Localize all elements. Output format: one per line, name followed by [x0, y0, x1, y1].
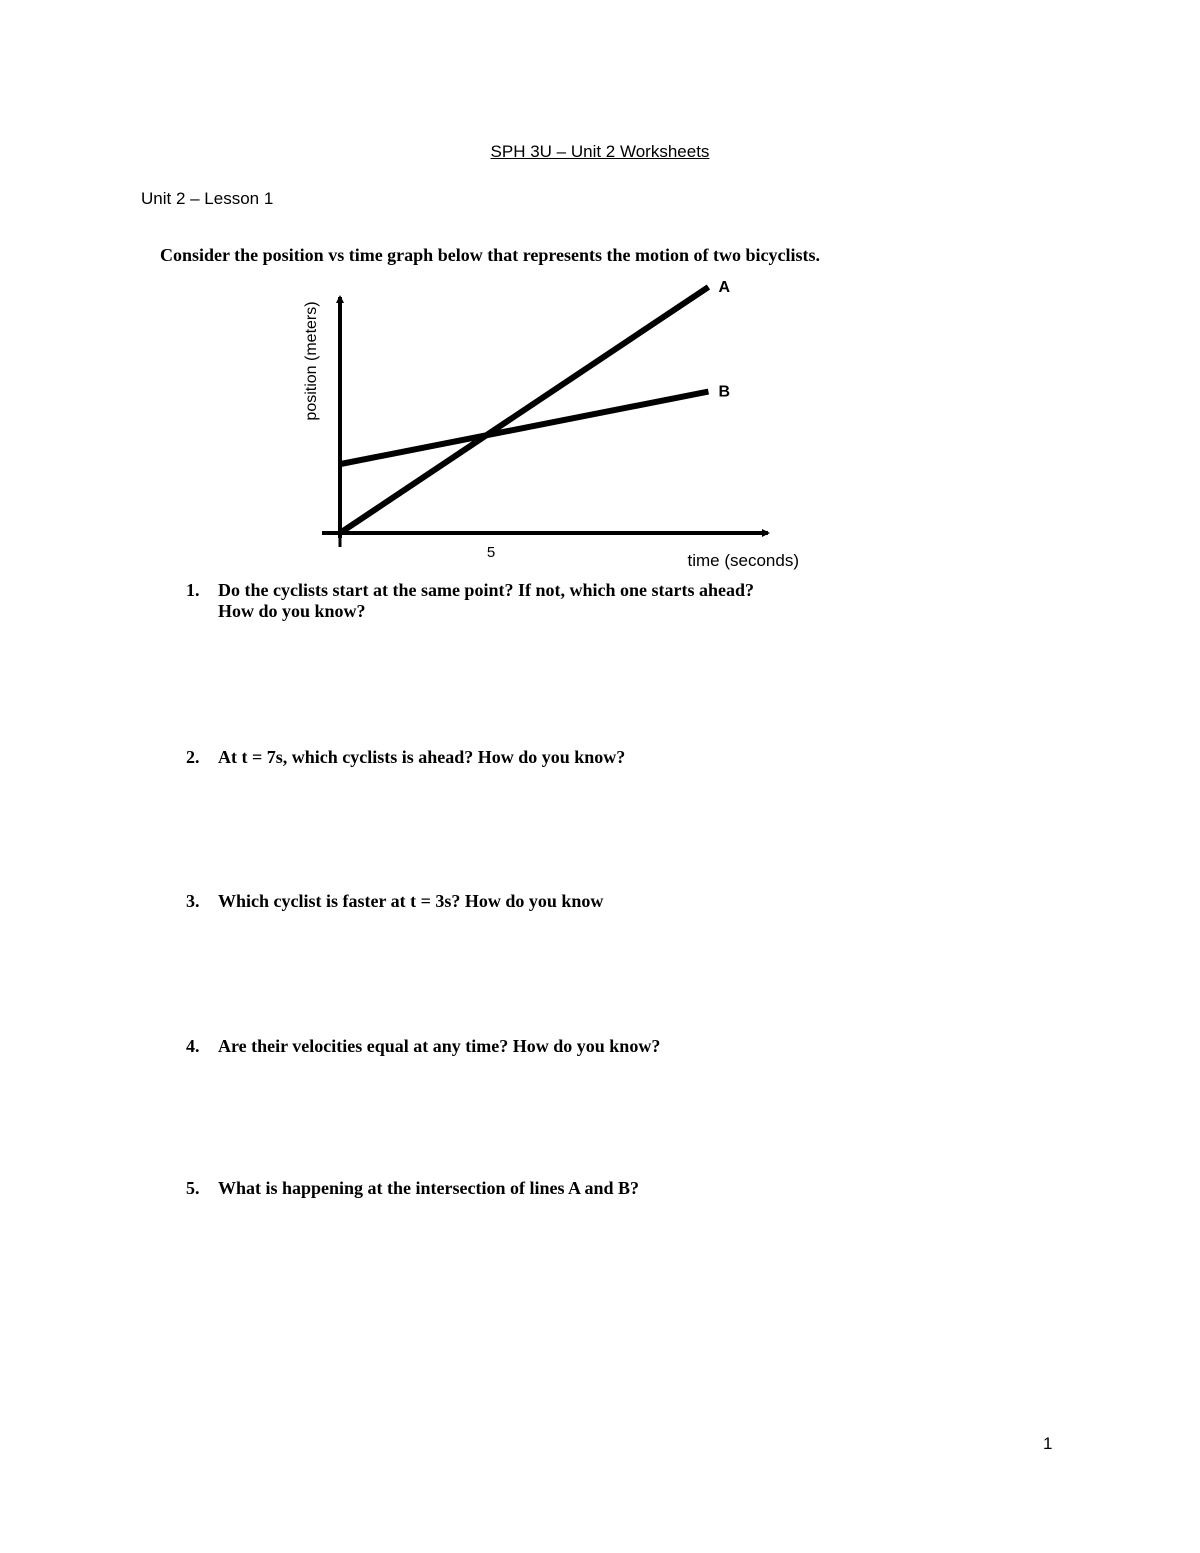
question-text: Do the cyclists start at the same point? If not, which one starts ahead? — [218, 580, 754, 600]
intro-text: Consider the position vs time graph below that represents the motion of two bicyclists. — [160, 245, 820, 265]
y-axis-label: position (meters) — [303, 301, 320, 421]
question-text: Are their velocities equal at any time? How do you know? — [218, 1036, 661, 1056]
series-label-a: A — [718, 279, 731, 296]
question-number: 3. — [186, 891, 200, 911]
series-label-b: B — [718, 383, 731, 401]
question-text: At t = 7s, which cyclists is ahead? How do you know? — [218, 747, 626, 767]
question-text: Which cyclist is faster at t = 3s? How do you know — [218, 891, 604, 911]
question-number: 1. — [186, 580, 200, 600]
question-4 — [186, 1036, 660, 1057]
question-2 — [186, 747, 625, 768]
lesson-heading: Unit 2 – Lesson 1 — [141, 189, 274, 208]
question-1 — [186, 580, 754, 622]
x-tick-label: 5 — [486, 544, 496, 561]
question-number: 2. — [186, 747, 200, 767]
question-number: 5. — [186, 1178, 200, 1198]
position-time-graph — [290, 275, 820, 575]
series-layer — [340, 279, 730, 533]
question-text: What is happening at the intersection of lines A and B? — [218, 1178, 640, 1198]
series-line-a — [340, 287, 708, 533]
page-title: SPH 3U – Unit 2 Worksheets — [490, 142, 710, 161]
series-line-b — [340, 392, 708, 465]
question-number: 4. — [186, 1036, 200, 1056]
question-3 — [186, 891, 603, 912]
page-number: 1 — [1043, 1434, 1053, 1453]
question-5 — [186, 1178, 639, 1199]
x-axis-label: time (seconds) — [687, 551, 799, 570]
question-text-continued: How do you know? — [218, 601, 366, 621]
